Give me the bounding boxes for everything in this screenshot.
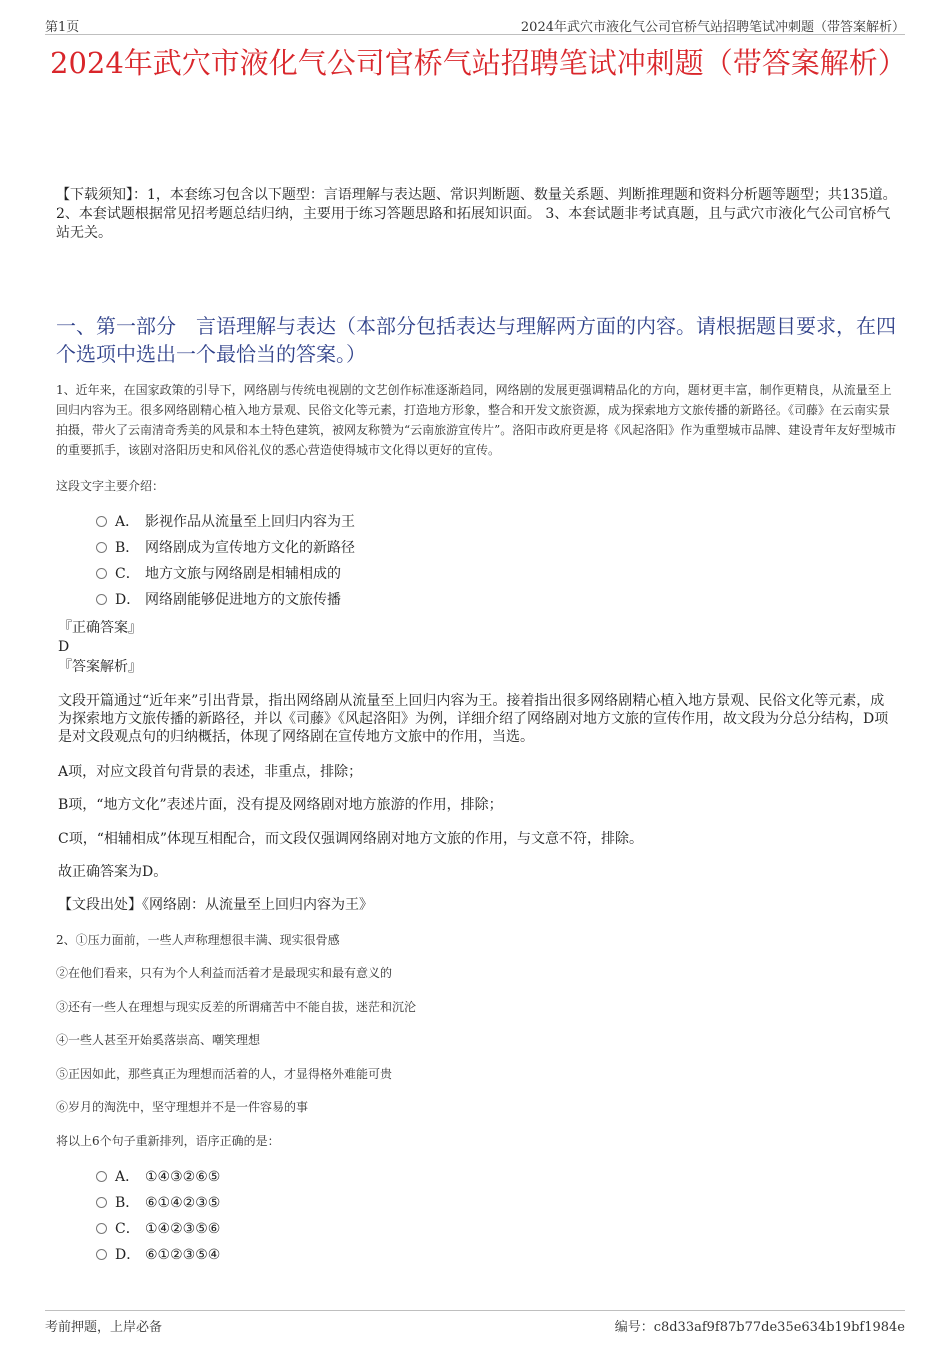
footer-doc-id: 编号：c8d33af9f87b77de35e634b19bf1984e <box>614 1320 905 1335</box>
option-text: ①④②③⑤⑥ <box>145 1221 221 1237</box>
answer-label: 『正确答案』 <box>58 620 142 636</box>
option-text: 影视作品从流量至上回归内容为王 <box>145 514 355 530</box>
radio-icon[interactable] <box>96 568 107 579</box>
radio-icon[interactable] <box>96 516 107 527</box>
page-footer <box>45 1310 905 1335</box>
radio-icon[interactable] <box>96 542 107 553</box>
radio-icon[interactable] <box>96 594 107 605</box>
q1-option-a[interactable] <box>96 513 355 531</box>
radio-icon[interactable] <box>96 1249 107 1260</box>
analysis-label: 『答案解析』 <box>58 659 142 675</box>
option-text: 地方文旅与网络剧是相辅相成的 <box>145 566 341 582</box>
passage-source: 【文段出处】《网络剧：从流量至上回归内容为王》 <box>58 897 373 913</box>
radio-icon[interactable] <box>96 1197 107 1208</box>
q1-option-d[interactable] <box>96 591 341 609</box>
q2-option-c[interactable] <box>96 1220 220 1238</box>
option-text: 网络剧能够促进地方的文旅传播 <box>145 592 341 608</box>
analysis-a-note: A项，对应文段首句背景的表述，非重点，排除； <box>58 764 363 780</box>
option-key: A． <box>115 514 140 530</box>
radio-icon[interactable] <box>96 1223 107 1234</box>
question-2-prompt: 将以上6个句子重新排列，语序正确的是： <box>56 1134 280 1148</box>
q2-sentence-4: ④一些人甚至开始奚落崇高、嘲笑理想 <box>56 1033 261 1047</box>
question-1-text: 1、近年来，在国家政策的引导下，网络剧与传统电视剧的文艺创作标准逐渐趋同，网络剧的发展更强调精品化的方向，题材更丰富，制作更精良，从流量至上回归内容为王。很多网络剧精心植入地方景观、民俗文化等元素，打造地方形象，整合和开发文旅资源，成为探索地方文旅传播的新路径。《司藤》在云南实景拍摄，带火了云南清奇秀美的风景和本土特色建筑，被网友称赞为“云南旅游宣传片”。洛阳市政府更是将《风起洛阳》作为重塑城市品牌、建设青年友好型城市的重要抓手，该剧对洛阳历史和风俗礼仪的悉心营造使得城市文化得以更好的宣传。 <box>56 383 897 457</box>
section-heading: 一、第一部分 言语理解与表达（本部分包括表达与理解两方面的内容。请根据题目要求，在四个选项中选出一个最恰当的答案。） <box>56 314 896 366</box>
option-key: C． <box>115 1221 140 1237</box>
option-key: B． <box>115 540 140 556</box>
option-key: A． <box>115 1169 140 1185</box>
q2-sentence-1: 2、①压力面前，一些人声称理想很丰满、现实很骨感 <box>56 933 340 947</box>
option-text: ①④③②⑥⑤ <box>145 1169 221 1185</box>
radio-icon[interactable] <box>96 1171 107 1182</box>
q1-option-c[interactable] <box>96 565 341 583</box>
question-1-prompt: 这段文字主要介绍： <box>56 479 165 493</box>
q2-option-b[interactable] <box>96 1194 220 1212</box>
page-number: 第1页 <box>45 20 80 35</box>
option-key: D． <box>115 1247 141 1263</box>
header-doc-title: 2024年武穴市液化气公司官桥气站招聘笔试冲刺题（带答案解析） <box>520 20 905 35</box>
q2-sentence-5: ⑤正因如此，那些真正为理想而活着的人，才显得格外难能可贵 <box>56 1067 393 1081</box>
q2-option-d[interactable] <box>96 1246 220 1264</box>
analysis-b-note: B项，“地方文化”表述片面，没有提及网络剧对地方旅游的作用，排除； <box>58 797 503 813</box>
option-text: ⑥①④②③⑤ <box>145 1195 221 1211</box>
option-key: C． <box>115 566 140 582</box>
analysis-text: 文段开篇通过“近年来”引出背景，指出网络剧从流量至上回归内容为王。接着指出很多网络剧精心植入地方景观、民俗文化等元素，成为探索地方文旅传播的新路径，并以《司藤》《风起洛阳》为例，详细介绍了网络剧对地方文旅的宣传作用，故文段为分总分结构，D项是对文段观点句的归纳概括，体现了网络剧在宣传地方文旅中的作用，当选。 <box>58 693 889 745</box>
q2-option-a[interactable] <box>96 1168 220 1186</box>
q2-sentence-6: ⑥岁月的淘洗中，坚守理想并不是一件容易的事 <box>56 1100 309 1114</box>
q2-sentence-3: ③还有一些人在理想与现实反差的所谓痛苦中不能自拔，迷茫和沉沦 <box>56 1000 417 1014</box>
footer-slogan: 考前押题，上岸必备 <box>45 1320 163 1335</box>
option-key: B． <box>115 1195 140 1211</box>
option-key: D． <box>115 592 141 608</box>
q2-sentence-2: ②在他们看来，只有为个人利益而活着才是最现实和最有意义的 <box>56 966 393 980</box>
option-text: ⑥①②③⑤④ <box>145 1247 221 1263</box>
analysis-c-note: C项，“相辅相成”体现互相配合，而文段仅强调网络剧对地方文旅的作用，与文意不符，排除。 <box>58 831 644 847</box>
document-title: 2024年武穴市液化气公司官桥气站招聘笔试冲刺题（带答案解析） <box>50 46 907 80</box>
option-text: 网络剧成为宣传地方文化的新路径 <box>145 540 355 556</box>
q1-option-b[interactable] <box>96 539 355 557</box>
download-notice: 【下载须知】：1，本套练习包含以下题型：言语理解与表达题、常识判断题、数量关系题、判断推理题和资料分析题等题型；共135道。 2、本套试题根据常见招考题总结归纳，主要用于练习答题思路和拓展知识面。 3、本套试题非考试真题，且与武穴市液化气公司官桥气站无关。 <box>56 187 897 241</box>
analysis-conclusion: 故正确答案为D。 <box>58 864 168 880</box>
answer-value: D <box>58 639 70 655</box>
page-header <box>45 12 905 35</box>
